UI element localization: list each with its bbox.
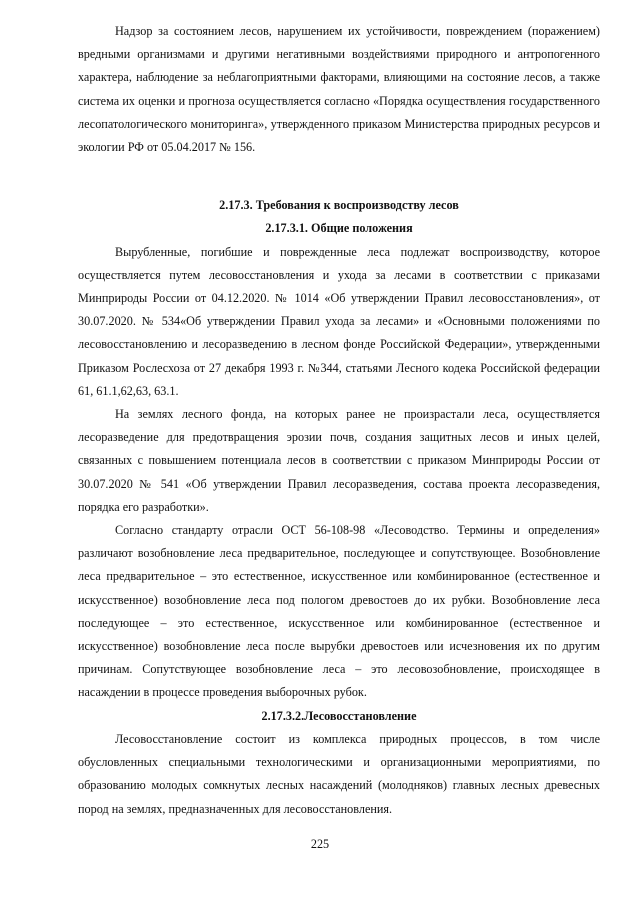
paragraph-afforestation: На землях лесного фонда, на которых ранее не произрастали леса, осуществляется лесоразведение для предотвращения эрозии почв, создания защитных лесов и иных целей, связанных с повышением потенциала лесов в соответствии с приказом Минприроды России от 30.07.2020 № 541 «Об утверждении Правил лесоразведения, состава проекта лесоразведения, порядка его разработки». <box>78 407 600 514</box>
subsection-heading-general: 2.17.3.1. Общие положения <box>265 221 413 236</box>
paragraph-regeneration-types: Согласно стандарту отрасли ОСТ 56-108-98 «Лесоводство. Термины и определения» различают возобновление леса предварительное, последующее и сопутствующее. Возобновление леса предварительное – это естественное, искусственное или комбинированное (естественное и искусственное) возобновление леса под пологом древостоев до их рубки. Возобновление леса последующее – это естественное, искусственное или комбинированное (естественное и искусственное) возобновление леса после вырубки древостоев или исчезновения их по другим причинам. Сопутствующее возобновление леса – это лесовозобновление, происходящее в насаждении в процессе проведения выборочных рубок. <box>78 523 600 700</box>
section-spacer <box>78 159 600 194</box>
paragraph-forest-monitoring: Надзор за состоянием лесов, нарушением их устойчивости, повреждением (поражением) вредными организмами и другими негативными воздействиями природного и антропогенного характера, наблюдение за неблагоприятными факторами, влияющими на состояние лесов, а также система их оценки и прогноза осуществляется согласно «Порядка осуществления государственного лесопатологического мониторинга», утвержденного приказом Министерства природных ресурсов и экологии РФ от 05.04.2017 № 156. <box>78 24 600 155</box>
paragraph-reproduction: Вырубленные, погибшие и поврежденные леса подлежат воспроизводству, которое осуществляется путем лесовосстановления и ухода за лесами в соответствии с приказами Минприроды России от 04.12.2020. № 1014 «Об утверждении Правил лесовосстановления», от 30.07.2020. № 534«Об утверждении Правил ухода за лесами» и «Основными положениями по лесовосстановлению и лесоразведению в лесном фонде Российской Федерации», утвержденными Приказом Рослесхоза от 27 декабря 1993 г. №344, статьями Лесного кодека Российской федерации 61, 61.1,62,63, 63.1. <box>78 244 600 398</box>
page-number: 225 <box>310 837 330 851</box>
section-heading: 2.17.3. Требования к воспроизводству лесов <box>219 198 459 213</box>
document-page <box>78 20 600 821</box>
paragraph-reforestation: Лесовосстановление состоит из комплекса природных процессов, в том числе обусловленных специальными технологическими и организационными мероприятиями, по образованию молодых сомкнутых лесных насаждений (молодняков) главных лесных древесных пород на землях, предназначенных для лесовосстановления. <box>78 731 600 816</box>
subsection-heading-reforestation: 2.17.3.2.Лесовосстановление <box>261 708 417 723</box>
